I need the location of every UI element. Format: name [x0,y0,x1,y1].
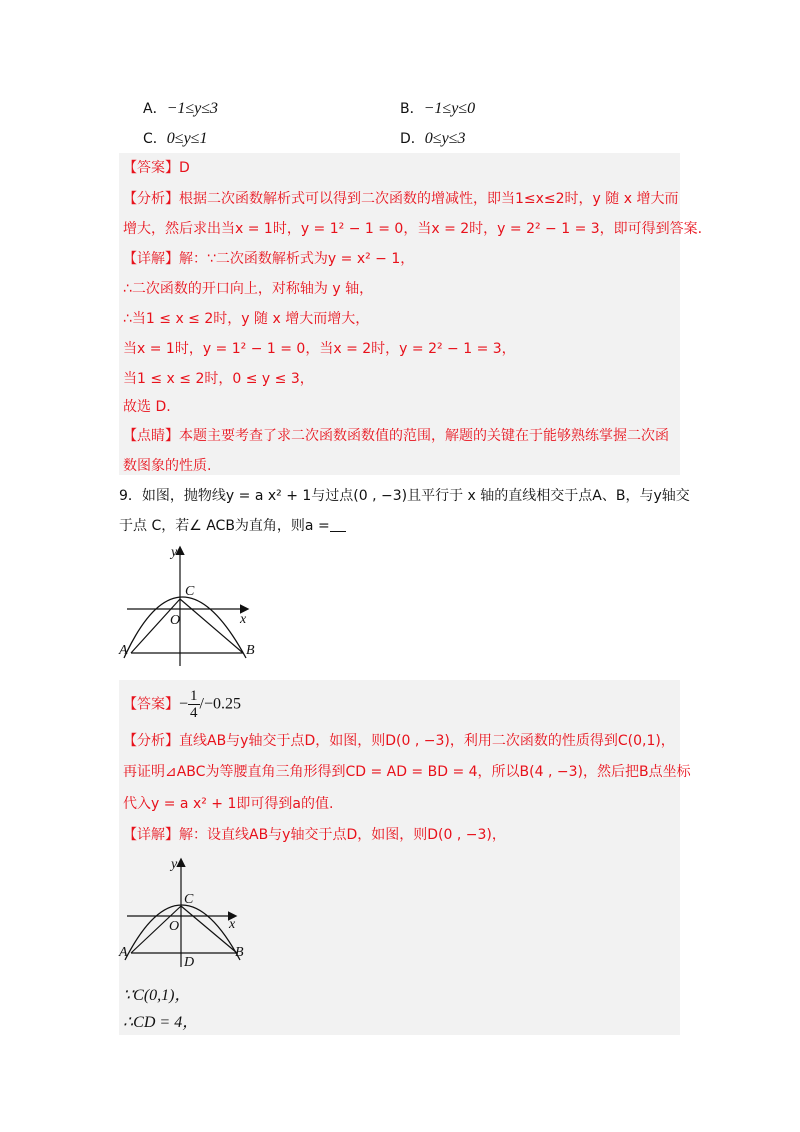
q9-detail-line2: ∵C(0,1)， [123,987,191,1004]
fig1-label-o: O [170,613,181,628]
option-b-expr: −1≤y≤0 [423,100,476,117]
q9-question-line1: 9．如图，抛物线y = a x² + 1与过点(0 , −3)且平行于 x 轴的直线相交于点A、B，与y轴交 [119,488,690,504]
q8-detail-line2: ∴二次函数的开口向上，对称轴为 y 轴， [123,281,374,297]
fig2-label-c: C [184,892,194,907]
q9-detail-tag: 【详解】 [123,827,179,843]
q8-detail-tag: 【详解】 [123,251,179,267]
q8-analysis [123,187,678,211]
q9-answer-tag: 【答案】 [123,696,179,713]
fig1-label-x: x [240,612,247,627]
q9-detail-line1: 解：设直线AB与y轴交于点D，如图，则D(0 , −3)， [179,827,506,843]
parabola-curve [125,905,240,960]
option-a-expr: −1≤y≤3 [166,100,219,117]
q8-analysis-line2: 增大，然后求出当x = 1时，y = 1² − 1 = 0，当x = 2时，y = 2² − 1 = 3，即可得到答案. [123,221,703,237]
fig2-label-d: D [184,955,195,970]
q8-detail-line3: ∴当1 ≤ x ≤ 2时，y 随 x 增大而增大， [123,311,370,327]
option-a-label: A． [143,101,167,117]
q8-detail-line6: 故选 D. [123,399,171,415]
option-c-expr: 0≤y≤1 [166,130,208,147]
fig2-label-y: y [171,857,178,872]
q9-figure-with-d [115,852,265,977]
q8-comment-tag: 【点睛】 [123,428,179,444]
q8-comment-line1: 本题主要考查了求二次函数函数值的范围，解题的关键在于能够熟练掌握二次函 [179,428,669,444]
option-c [143,128,207,148]
fig2-label-o: O [169,919,180,934]
q9-analysis-tag: 【分析】 [123,733,179,749]
option-b [400,98,475,118]
answer-alt: /−0.25 [199,695,241,713]
q9-question-line2-text: 于点 C，若∠ ACB为直角，则a = [119,518,330,534]
fig1-label-b: B [246,643,255,658]
q8-detail-line4: 当x = 1时，y = 1² − 1 = 0，当x = 2时，y = 2² − 1 = 3， [123,341,516,357]
answer-fraction [188,688,200,721]
q9-analysis [123,729,675,753]
q9-analysis-line3: 代入y = a x² + 1即可得到a的值. [123,796,334,812]
fig2-label-b: B [235,945,244,960]
q9-answer [123,688,241,721]
option-d-label: D． [400,131,425,147]
q8-answer-value: D [179,160,190,176]
q8-detail-line5: 当1 ≤ x ≤ 2时，0 ≤ y ≤ 3， [123,371,314,387]
q8-answer-tag: 【答案】 [123,160,179,176]
option-c-label: C． [143,131,167,147]
q8-analysis-tag: 【分析】 [123,191,179,207]
fig1-label-y: y [171,545,178,560]
answer-numerator: 1 [190,688,198,704]
option-d [400,128,465,148]
q8-detail [123,247,414,271]
q9-figure-parabola [115,540,265,670]
option-b-label: B． [400,101,424,117]
q8-detail-line1: 解：∵二次函数解析式为y = x² − 1， [179,251,415,267]
fig1-label-c: C [185,584,195,599]
q8-analysis-line1: 根据二次函数解析式可以得到二次函数的增减性，即当1≤x≤2时，y 随 x 增大而 [179,191,679,207]
q9-detail-line3: ∴CD = 4， [123,1014,199,1031]
fig2-label-x: x [229,917,236,932]
parabola-curve [124,597,246,658]
q9-detail [123,823,506,847]
segment-bc [180,599,243,653]
q9-analysis-line2: 再证明⊿ABC为等腰直角三角形得到CD = AD = BD = 4，所以B(4 , −3)，然后把B点坐标 [123,764,691,780]
q9-analysis-line1: 直线AB与y轴交于点D，如图，则D(0 , −3)，利用二次函数的性质得到C(0,1)， [179,733,675,749]
option-a [143,98,218,118]
q8-answer [123,156,190,180]
option-d-expr: 0≤y≤3 [424,130,466,147]
answer-blank [330,517,346,532]
q8-comment [123,424,669,448]
q8-comment-line2: 数图象的性质. [123,458,212,474]
fig1-label-a: A [119,643,128,658]
q9-question-line2 [119,514,346,538]
fig2-label-a: A [119,945,128,960]
answer-denominator: 4 [190,705,198,721]
minus-sign: − [179,695,189,713]
